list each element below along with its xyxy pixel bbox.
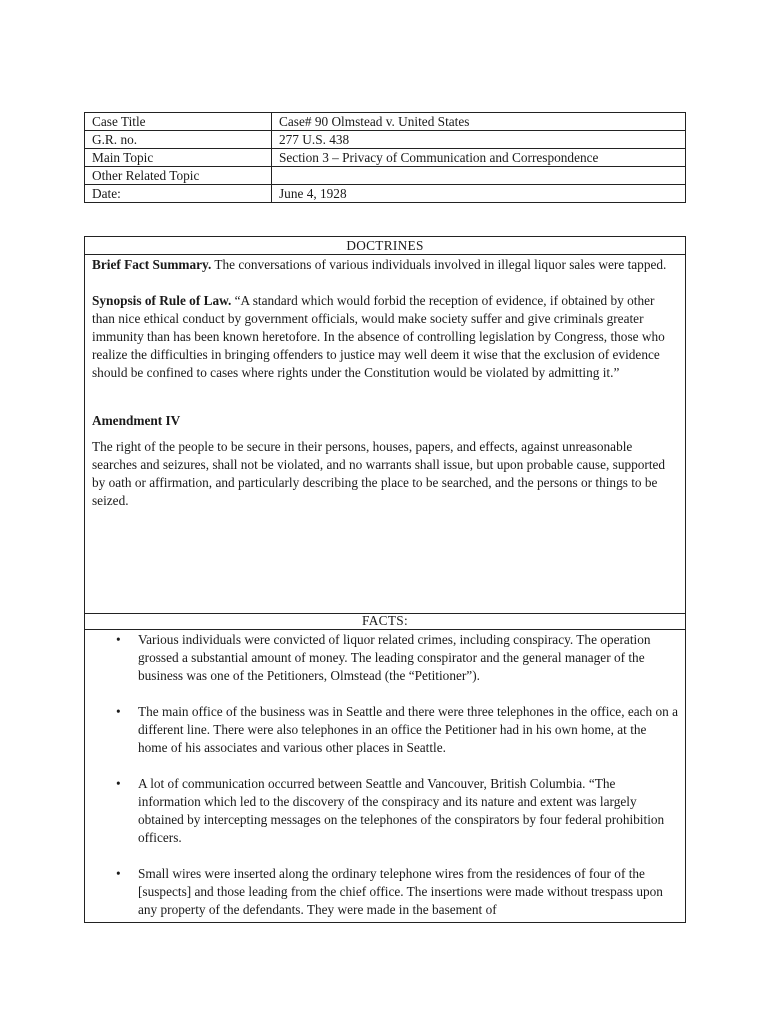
- brief-fact-summary: [92, 256, 678, 274]
- bullet-icon: •: [116, 632, 121, 647]
- brief-fact-summary-label: Brief Fact Summary.: [92, 257, 212, 272]
- synopsis-label: Synopsis of Rule of Law.: [92, 293, 232, 308]
- bullet-icon: •: [116, 866, 121, 881]
- doctrines-header: DOCTRINES: [85, 237, 685, 255]
- list-item: [85, 865, 685, 919]
- facts-list: [85, 630, 685, 919]
- list-item: [85, 703, 685, 757]
- facts-section: [84, 612, 686, 923]
- doctrines-body: [85, 255, 685, 510]
- list-item: [85, 775, 685, 847]
- bullet-icon: •: [116, 704, 121, 719]
- case-title-label: Case Title: [85, 113, 272, 131]
- date-value: June 4, 1928: [272, 185, 686, 203]
- list-item: [85, 631, 685, 685]
- fact-text: Small wires were inserted along the ordinary telephone wires from the residences of four of the [suspects] and those leading from the chief office. The insertions were made without trespass upon any property of the defendants. They were made in the basement of: [138, 866, 663, 917]
- bullet-icon: •: [116, 776, 121, 791]
- facts-header: FACTS:: [85, 612, 685, 630]
- gr-no-value: 277 U.S. 438: [272, 131, 686, 149]
- gr-no-label: G.R. no.: [85, 131, 272, 149]
- other-related-topic-row: [85, 167, 686, 185]
- fact-text: Various individuals were convicted of liquor related crimes, including conspiracy. The operation grossed a substantial amount of money. The leading conspirator and the general manager of the business was one of the Petitioners, Olmstead (the “Petitioner”).: [138, 632, 651, 683]
- amendment-heading: Amendment IV: [92, 413, 181, 428]
- amendment-text: The right of the people to be secure in their persons, houses, papers, and effects, against unreasonable searches and seizures, shall not be violated, and no warrants shall issue, but upon probable cause, supported by oath or affirmation, and particularly describing the place to be searched, and the persons or things to be seized.: [92, 439, 666, 508]
- fact-text: A lot of communication occurred between Seattle and Vancouver, British Columbia. “The information which led to the discovery of the conspiracy and its nature and extent was largely obtained by intercepting messages on the telephones of the conspirators by four federal prohibition officers.: [138, 776, 665, 845]
- date-label: Date:: [85, 185, 272, 203]
- main-topic-label: Main Topic: [85, 149, 272, 167]
- case-info-table: [84, 112, 686, 203]
- synopsis-rule-of-law: [92, 292, 678, 382]
- brief-fact-summary-text: The conversations of various individuals involved in illegal liquor sales were tapped.: [211, 257, 667, 272]
- main-topic-row: [85, 149, 686, 167]
- date-row: [85, 185, 686, 203]
- fact-text: The main office of the business was in Seattle and there were three telephones in the office, each on a different line. There were also telephones in an office the Petitioner had in his own home, at the home of his associates and various other places in Seattle.: [138, 704, 679, 755]
- doctrines-section: [84, 236, 686, 614]
- synopsis-text: “A standard which would forbid the reception of evidence, if obtained by other than nice ethical conduct by government officials, would make society suffer and give criminals greater immunity than has been known heretofore. In the absence of controlling legislation by Congress, those who realize the difficulties in bringing offenders to justice may well deem it wise that the exclusion of evidence should be confined to cases where rights under the Constitution would be violated by admitting it.”: [92, 293, 665, 380]
- main-topic-value: Section 3 – Privacy of Communication and Correspondence: [272, 149, 686, 167]
- case-title-row: [85, 113, 686, 131]
- gr-no-row: [85, 131, 686, 149]
- other-related-topic-value: [272, 167, 686, 185]
- other-related-topic-label: Other Related Topic: [85, 167, 272, 185]
- case-title-value: Case# 90 Olmstead v. United States: [272, 113, 686, 131]
